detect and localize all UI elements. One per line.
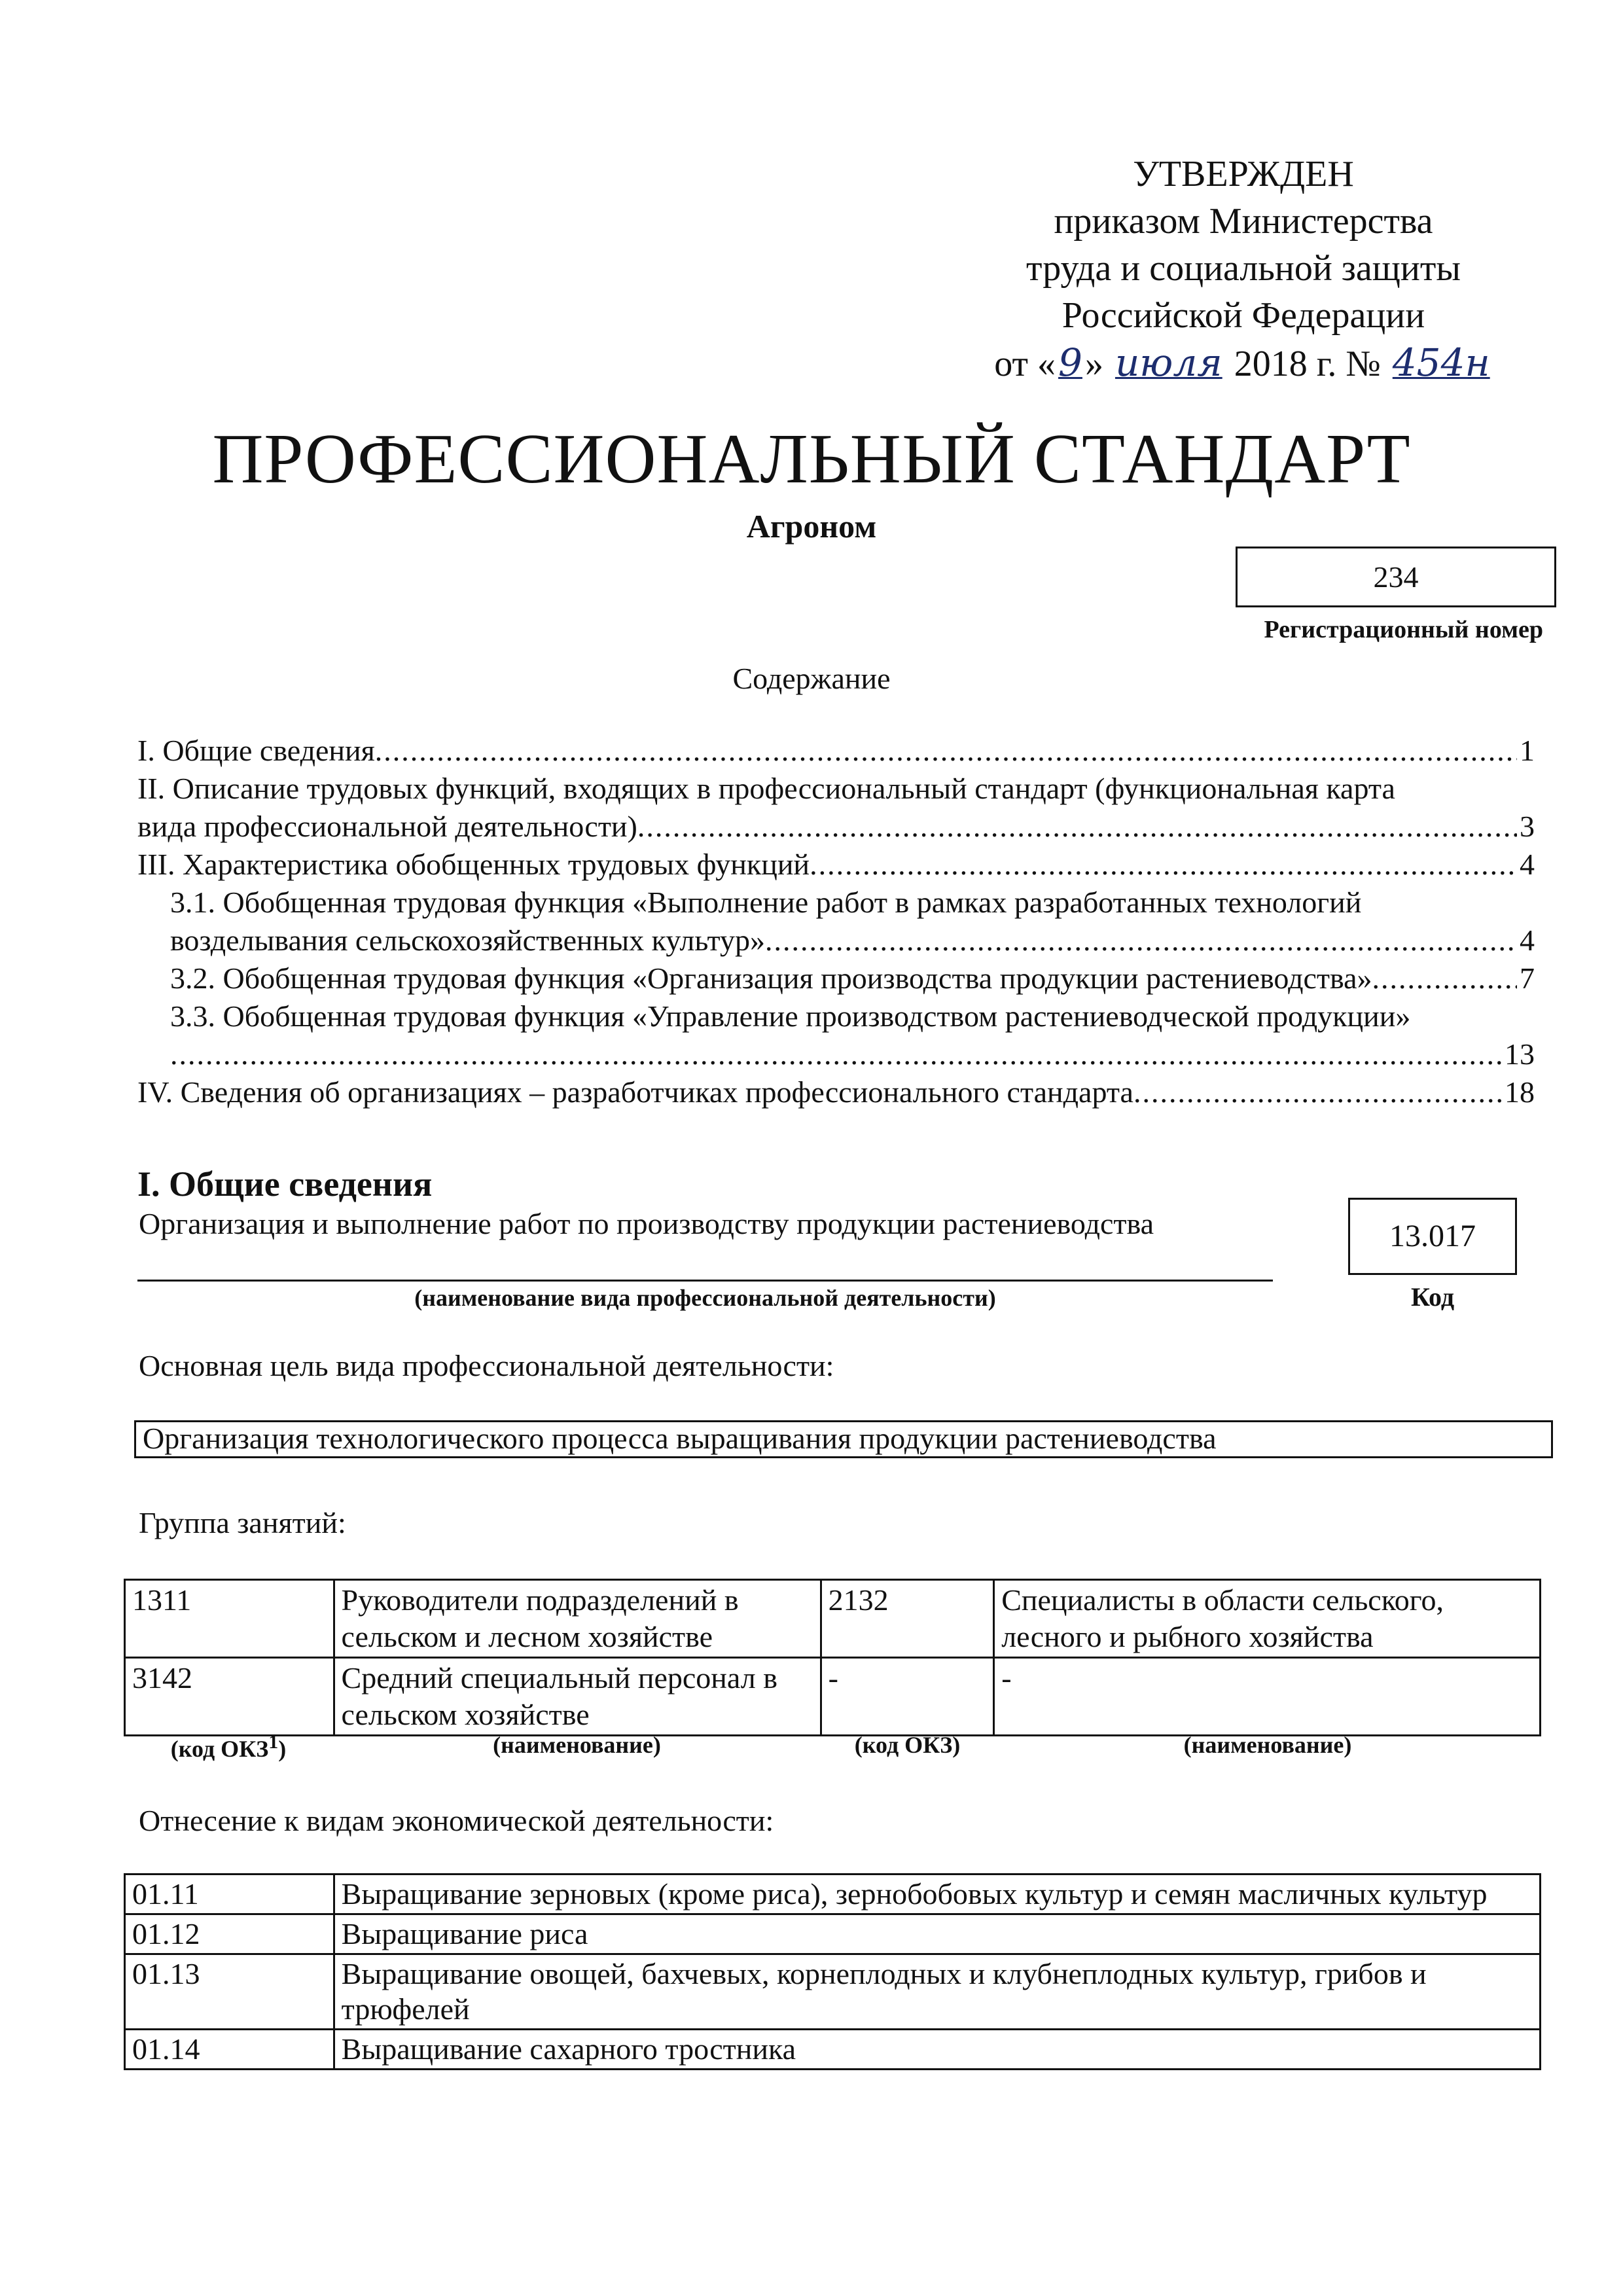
- okved-code: 01.11: [125, 1874, 334, 1914]
- document-title: ПРОФЕССИОНАЛЬНЫЙ СТАНДАРТ: [212, 420, 1411, 498]
- toc-item-line: 3.3. Обобщенная трудовая функция «Управление производством растениеводческой продукции»: [170, 999, 1411, 1033]
- okved-name: Выращивание овощей, бахчевых, корнеплодных и клубнеплодных культур, грибов и трюфелей: [334, 1954, 1540, 2030]
- okz-code: 3142: [125, 1658, 334, 1736]
- okved-name: Выращивание сахарного тростника: [334, 2030, 1540, 2070]
- okved-code: 01.14: [125, 2030, 334, 2070]
- okz-name: Руководители подразделений в сельском и лесном хозяйстве: [334, 1580, 821, 1658]
- date-year: 2018 г. №: [1234, 344, 1381, 384]
- okz-name: Специалисты в области сельского, лесного и рыбного хозяйства: [994, 1580, 1541, 1658]
- toc-item[interactable]: ..... 13: [170, 1035, 1535, 1073]
- okz-name: -: [994, 1658, 1541, 1736]
- table-row: [125, 1580, 1541, 1658]
- toc-item[interactable]: вида профессиональной деятельности) ..... 3: [137, 808, 1535, 846]
- toc-item[interactable]: I. Общие сведения ..... 1: [137, 732, 1535, 770]
- okz-name: Средний специальный персонал в сельском хозяйстве: [334, 1658, 821, 1736]
- activity-caption: (наименование вида профессиональной деятельности): [414, 1285, 996, 1311]
- reg-number-box: 234: [1236, 547, 1556, 607]
- activity-underline: [137, 1280, 1273, 1282]
- occupation-group-table: [124, 1579, 1541, 1736]
- okz-name-caption: (наименование): [493, 1732, 661, 1758]
- approval-block: [916, 151, 1571, 387]
- activity-name: Организация и выполнение работ по производству продукции растениеводства: [139, 1207, 1154, 1240]
- date-mid: »: [1084, 344, 1103, 384]
- okz-code-caption: (код ОКЗ): [854, 1732, 961, 1758]
- approval-line-2: приказом Министерства: [1054, 201, 1433, 242]
- toc-item[interactable]: III. Характеристика обобщенных трудовых функций ..... 4: [137, 846, 1535, 884]
- table-row: [125, 2030, 1541, 2070]
- toc-item-line: II. Описание трудовых функций, входящих в профессиональный стандарт (функциональная карта: [137, 772, 1395, 805]
- approval-line-4: Российской Федерации: [1061, 295, 1425, 336]
- table-of-contents: [137, 732, 1535, 1111]
- toc-item[interactable]: IV. Сведения об организациях – разработчиках профессионального стандарта ..... 18: [137, 1073, 1535, 1111]
- date-day: 9: [1058, 340, 1082, 385]
- table-row: [125, 1658, 1541, 1736]
- table-row: [125, 1874, 1541, 1914]
- contents-heading: Содержание: [732, 662, 891, 695]
- activity-code-box: 13.017: [1348, 1198, 1517, 1275]
- footnote-mark: 1: [268, 1731, 279, 1753]
- toc-item-line: 3.1. Обобщенная трудовая функция «Выполнение работ в рамках разработанных технологий: [170, 886, 1362, 919]
- toc-item[interactable]: 3.2. Обобщенная трудовая функция «Организация производства продукции растениеводства» ..... 7: [170, 960, 1535, 997]
- okz-code: 1311: [125, 1580, 334, 1658]
- okved-table: [124, 1873, 1541, 2070]
- approval-line-3: труда и социальной защиты: [1026, 248, 1461, 289]
- goal-box: Организация технологического процесса выращивания продукции растениеводства: [134, 1420, 1553, 1458]
- okved-heading: Отнесение к видам экономической деятельности:: [139, 1804, 774, 1837]
- order-number: 454н: [1392, 340, 1490, 385]
- date-prefix: от «: [994, 344, 1056, 384]
- table-row: [125, 1954, 1541, 2030]
- code-caption: Код: [1410, 1282, 1455, 1312]
- okved-name: Выращивание зерновых (кроме риса), зернобобовых культур и семян масличных культур: [334, 1874, 1540, 1914]
- group-heading: Группа занятий:: [139, 1506, 346, 1539]
- section-heading: I. Общие сведения: [137, 1164, 433, 1204]
- okz-code: -: [821, 1658, 994, 1736]
- reg-number-label: Регистрационный номер: [1264, 616, 1543, 643]
- okz-code: 2132: [821, 1580, 994, 1658]
- approval-line-1: УТВЕРЖДЕН: [1133, 154, 1354, 194]
- okved-code: 01.13: [125, 1954, 334, 2030]
- approval-date: [916, 339, 1571, 387]
- toc-item[interactable]: возделывания сельскохозяйственных культур» ..... 4: [170, 922, 1535, 960]
- table-row: [125, 1914, 1541, 1954]
- okved-name: Выращивание риса: [334, 1914, 1540, 1954]
- okz-code-caption: (код ОКЗ$^1$): [170, 1731, 287, 1762]
- date-month: июля: [1115, 340, 1222, 385]
- document-subtitle: Агроном: [746, 508, 877, 545]
- okz-name-caption: (наименование): [1183, 1732, 1352, 1758]
- goal-heading: Основная цель вида профессиональной деятельности:: [139, 1349, 834, 1382]
- okved-code: 01.12: [125, 1914, 334, 1954]
